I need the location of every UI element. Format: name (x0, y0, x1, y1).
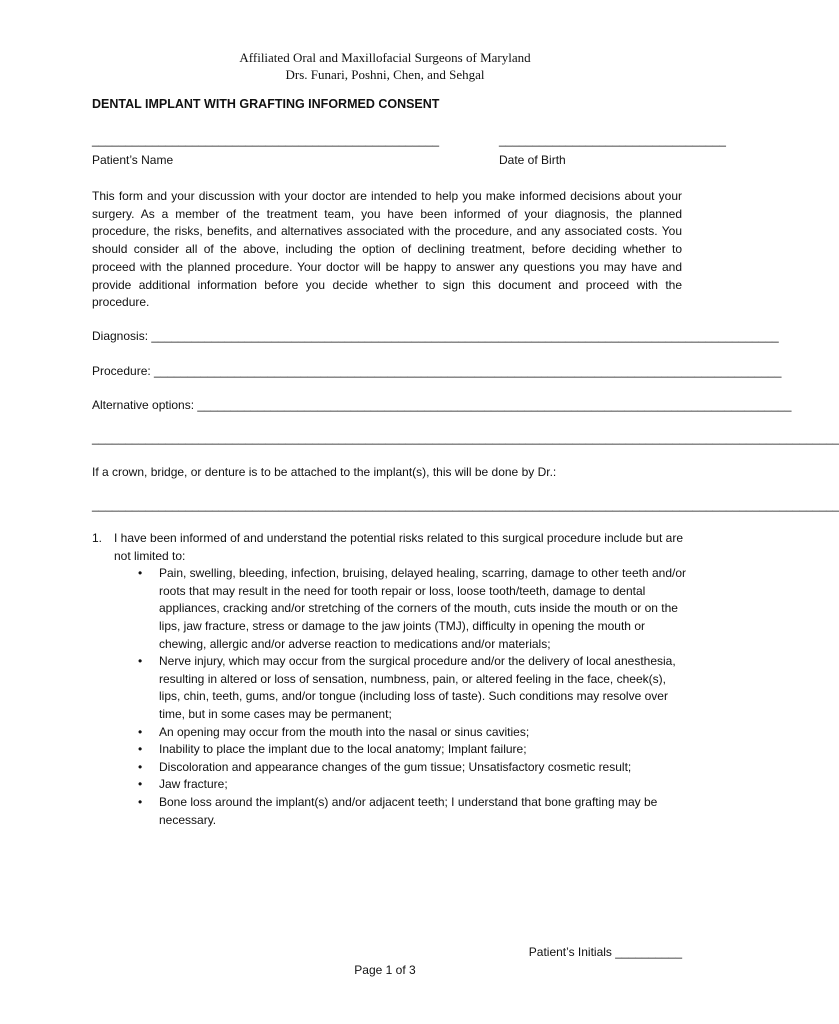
alternative-options-line-2[interactable]: ________________________________________________________________________________________________________________ (92, 431, 839, 445)
risk-intro: I have been informed of and understand the potential risks related to this surgical procedure include but are not limited to: (114, 531, 684, 563)
risk-bullet-text: Inability to place the implant due to the local anatomy; Implant failure; (159, 742, 527, 757)
practice-header (0, 49, 770, 83)
risk-bullet-text: Nerve injury, which may occur from the surgical procedure and/or the delivery of local anesthesia, resulting in altered or loss of sensation, numbness, pain, or altered feeling in the face, cheek(s), lips, chin, teeth, gums, and/or tongue (including loss of taste). Such conditions may resolve over time, but in some cases may be permanent; (159, 654, 676, 721)
intro-paragraph: This form and your discussion with your doctor are intended to help you make informed decisions about your surgery. As a member of the treatment team, you have been informed of your diagnosis, the planned procedure, the risks, benefits, and alternatives associated with the procedure, and any associated costs. You should consider all of the above, including the option of declining treatment, before deciding whether to proceed with the planned procedure. Your doctor will be happy to answer any questions you may have and provide additional information before you decide whether to sign this document and proceed with the procedure. (92, 189, 682, 310)
patient-name-label: Patient’s Name (92, 153, 174, 167)
risk-bullet-item (138, 741, 686, 759)
alternative-options-label: Alternative options: (92, 398, 195, 412)
crown-doctor-line[interactable]: ________________________________________________________________________________________________________________ (92, 498, 839, 512)
item-number: 1. (92, 531, 103, 545)
date-of-birth-line[interactable]: __________________________________ (499, 133, 726, 147)
crown-note: If a crown, bridge, or denture is to be attached to the implant(s), this will be done by Dr.: (92, 465, 557, 479)
bullet-icon: • (138, 777, 143, 792)
risk-bullet-item (138, 653, 686, 723)
bullet-icon: • (138, 759, 143, 774)
risk-bullet-text: Jaw fracture; (159, 777, 228, 792)
risk-bullet-item (138, 776, 686, 794)
procedure-label: Procedure: (92, 364, 151, 378)
bullet-icon: • (138, 724, 143, 739)
risk-bullet-text: Bone loss around the implant(s) and/or adjacent teeth; I understand that bone grafting may be necessary. (159, 794, 658, 827)
risk-bullet-text: Pain, swelling, bleeding, infection, bruising, delayed healing, scarring, damage to other teeth and/or roots that may result in the need for tooth repair or loss, loose tooth/teeth, damage to dental appliances, cracking and/or stretching of the corners of the mouth, cuts inside the mouth or on the lips, jaw fracture, stress or damage to the jaw joints (TMJ), difficulty in opening the mouth or chewing, allergic and/or adverse reaction to medications and/or materials; (159, 566, 686, 651)
practice-name: Affiliated Oral and Maxillofacial Surgeons of Maryland (239, 50, 531, 65)
risk-bullet-item (138, 565, 686, 653)
alternative-options-field[interactable]: Alternative options: _________________________________________________________________________________________ (92, 398, 792, 412)
risk-bullet-item (138, 759, 686, 777)
bullet-icon: • (138, 654, 143, 669)
bullet-icon: • (138, 742, 143, 757)
bullet-icon: • (138, 566, 143, 581)
patient-name-line[interactable]: ____________________________________________________ (92, 133, 440, 147)
risk-bullet-item (138, 794, 686, 829)
risk-bullet-item (138, 724, 686, 742)
procedure-field[interactable]: Procedure: ______________________________________________________________________________________________ (92, 364, 782, 378)
diagnosis-field[interactable]: Diagnosis: ______________________________________________________________________________________________ (92, 329, 779, 343)
document-title: DENTAL IMPLANT WITH GRAFTING INFORMED CONSENT (92, 97, 440, 111)
bullet-icon: • (138, 794, 143, 809)
page-number: Page 1 of 3 (354, 963, 416, 977)
doctor-names: Drs. Funari, Poshni, Chen, and Sehgal (285, 67, 485, 82)
risk-bullet-text: An opening may occur from the mouth into the nasal or sinus cavities; (159, 724, 530, 739)
diagnosis-label: Diagnosis: (92, 329, 149, 343)
date-of-birth-label: Date of Birth (499, 153, 566, 167)
risk-bullet-text: Discoloration and appearance changes of the gum tissue; Unsatisfactory cosmetic result; (159, 759, 632, 774)
patient-initials[interactable]: Patient’s Initials __________ (528, 945, 682, 959)
risk-section (92, 530, 686, 829)
risk-list (138, 565, 686, 829)
